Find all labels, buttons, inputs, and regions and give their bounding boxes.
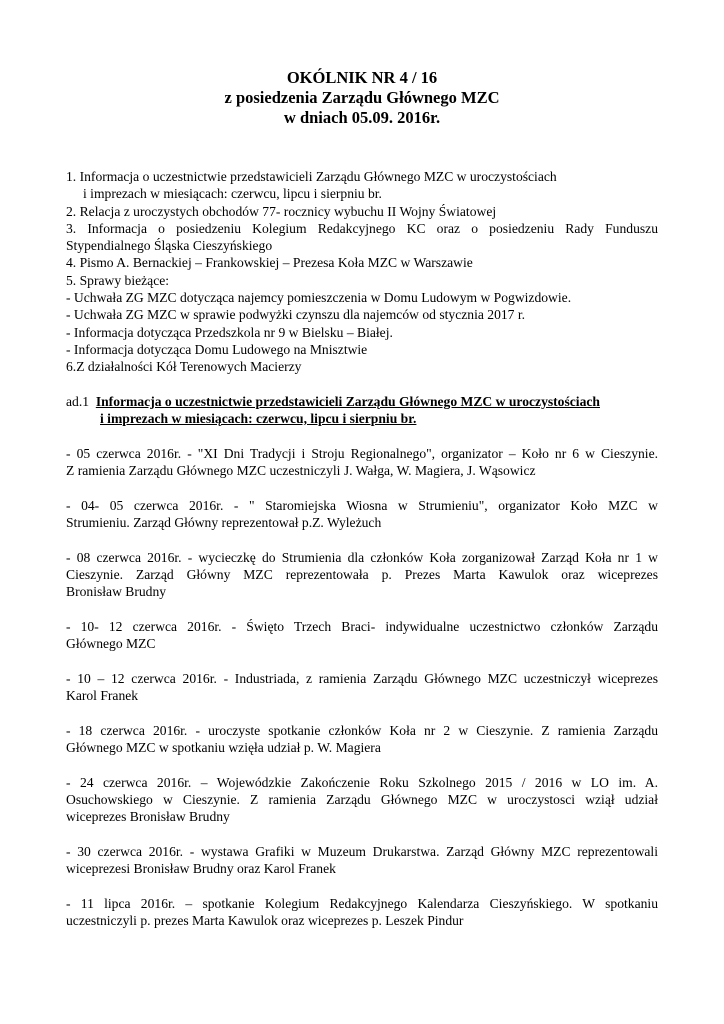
agenda-item-2: 2. Relacja z uroczystych obchodów 77- rocznicy wybuchu II Wojny Światowej [66, 203, 497, 219]
event-line: - 11 lipca 2016r. – spotkanie Kolegium Redakcyjnego Kalendarza Cieszyńskiego. W spotkaniu [66, 896, 658, 912]
agenda-item-1-continuation: i imprezach w miesiącach: czerwcu, lipcu i sierpniu br. [83, 186, 382, 202]
document-page [66, 0, 658, 930]
event-line: Osuchowskiego w Cieszynie. Z ramienia Zarządu Głównego MZC w uroczystosci wziął udział [66, 792, 658, 808]
section-title-line1: Informacja o uczestnictwie przedstawicieli Zarządu Głównego MZC w uroczystościach [95, 393, 600, 409]
agenda-subitem-2: - Uchwała ZG MZC w sprawie podwyżki czynszu dla najemców od stycznia 2017 r. [66, 307, 526, 323]
event-line: Głównego MZC [66, 636, 156, 652]
agenda-item-5: 5. Sprawy bieżące: [66, 272, 170, 288]
document-subtitle: z posiedzenia Zarządu Głównego MZC [224, 88, 500, 107]
section-prefix: ad.1 [66, 393, 90, 409]
event-line: - 04- 05 czerwca 2016r. - " Staromiejska Wiosna w Strumieniu", organizator Koło MZC w [66, 497, 658, 513]
agenda-subitem-1: - Uchwała ZG MZC dotycząca najemcy pomieszczenia w Domu Ludowym w Pogwizdowie. [66, 290, 572, 306]
event-line: Cieszynie. Zarząd Główny MZC reprezentowała p. Prezes Marta Kawulok oraz wiceprezes [66, 566, 658, 582]
document-header [66, 68, 658, 128]
agenda-subitem-4: - Informacja dotycząca Domu Ludowego na Mnisztwie [66, 341, 368, 357]
agenda-item-6: 6.Z działalności Kół Terenowych Macierzy [66, 359, 302, 375]
event-entry [66, 618, 658, 653]
event-entry [66, 722, 658, 757]
event-line: wiceprezesi Bronisław Brudny oraz Karol Franek [66, 861, 336, 877]
event-line: Z ramienia Zarządu Głównego MZC uczestniczyli J. Wałga, W. Magiera, J. Wąsowicz [66, 462, 536, 478]
event-entry [66, 445, 658, 480]
event-line: - 10- 12 czerwca 2016r. - Święto Trzech Braci- indywidualne uczestnictwo członków Zarządu [66, 618, 658, 634]
event-entry [66, 774, 658, 826]
section-title-line2: i imprezach w miesiącach: czerwcu, lipcu i sierpniu br. [100, 410, 417, 426]
document-date: w dniach 05.09. 2016r. [283, 108, 441, 127]
event-line: Strumieniu. Zarząd Główny reprezentował p.Z. Wyleżuch [66, 514, 382, 530]
event-line: wiceprezes Bronisław Brudny [66, 809, 230, 825]
agenda-list [66, 168, 658, 376]
event-line: Karol Franek [66, 688, 139, 704]
agenda-item-3-continuation: Stypendialnego Śląska Cieszyńskiego [66, 238, 273, 254]
event-line: - 24 czerwca 2016r. – Wojewódzkie Zakończenie Roku Szkolnego 2015 / 2016 w LO im. A. [66, 774, 658, 790]
agenda-subitem-3: - Informacja dotycząca Przedszkola nr 9 w Bielsku – Białej. [66, 324, 393, 340]
event-line: - 08 czerwca 2016r. - wycieczkę do Strumienia dla członków Koła zorganizował Zarząd Koła nr 1 w [66, 549, 658, 565]
event-line: Bronisław Brudny [66, 584, 167, 600]
document-title: OKÓLNIK NR 4 / 16 [286, 68, 438, 87]
agenda-item-4: 4. Pismo A. Bernackiej – Frankowskiej – Prezesa Koła MZC w Warszawie [66, 255, 473, 271]
agenda-item-1: 1. Informacja o uczestnictwie przedstawicieli Zarządu Głównego MZC w uroczystościach [66, 169, 557, 184]
event-line: Głównego MZC w spotkaniu wzięła udział p. W. Magiera [66, 740, 381, 756]
agenda-item-3: 3. Informacja o posiedzeniu Kolegium Redakcyjnego KC oraz o posiedzeniu Rady Funduszu [66, 220, 658, 236]
event-entry [66, 895, 658, 930]
section-heading [66, 393, 658, 428]
event-entry [66, 549, 658, 601]
event-entry [66, 497, 658, 532]
event-entry [66, 670, 658, 705]
event-line: - 05 czerwca 2016r. - "XI Dni Tradycji i Stroju Regionalnego", organizator – Koło nr 6 w Cieszynie. [66, 445, 658, 461]
event-line: - 30 czerwca 2016r. - wystawa Grafiki w Muzeum Drukarstwa. Zarząd Główny MZC reprezentowali [66, 844, 658, 860]
event-line: - 18 czerwca 2016r. - uroczyste spotkanie członków Koła nr 2 w Cieszynie. Z ramienia Zarządu [66, 722, 658, 738]
event-entry [66, 843, 658, 878]
event-line: - 10 – 12 czerwca 2016r. - Industriada, z ramienia Zarządu Głównego MZC uczestniczył wiceprezes [66, 670, 658, 686]
event-line: uczestniczyli p. prezes Marta Kawulok oraz wiceprezes p. Leszek Pindur [66, 913, 464, 929]
